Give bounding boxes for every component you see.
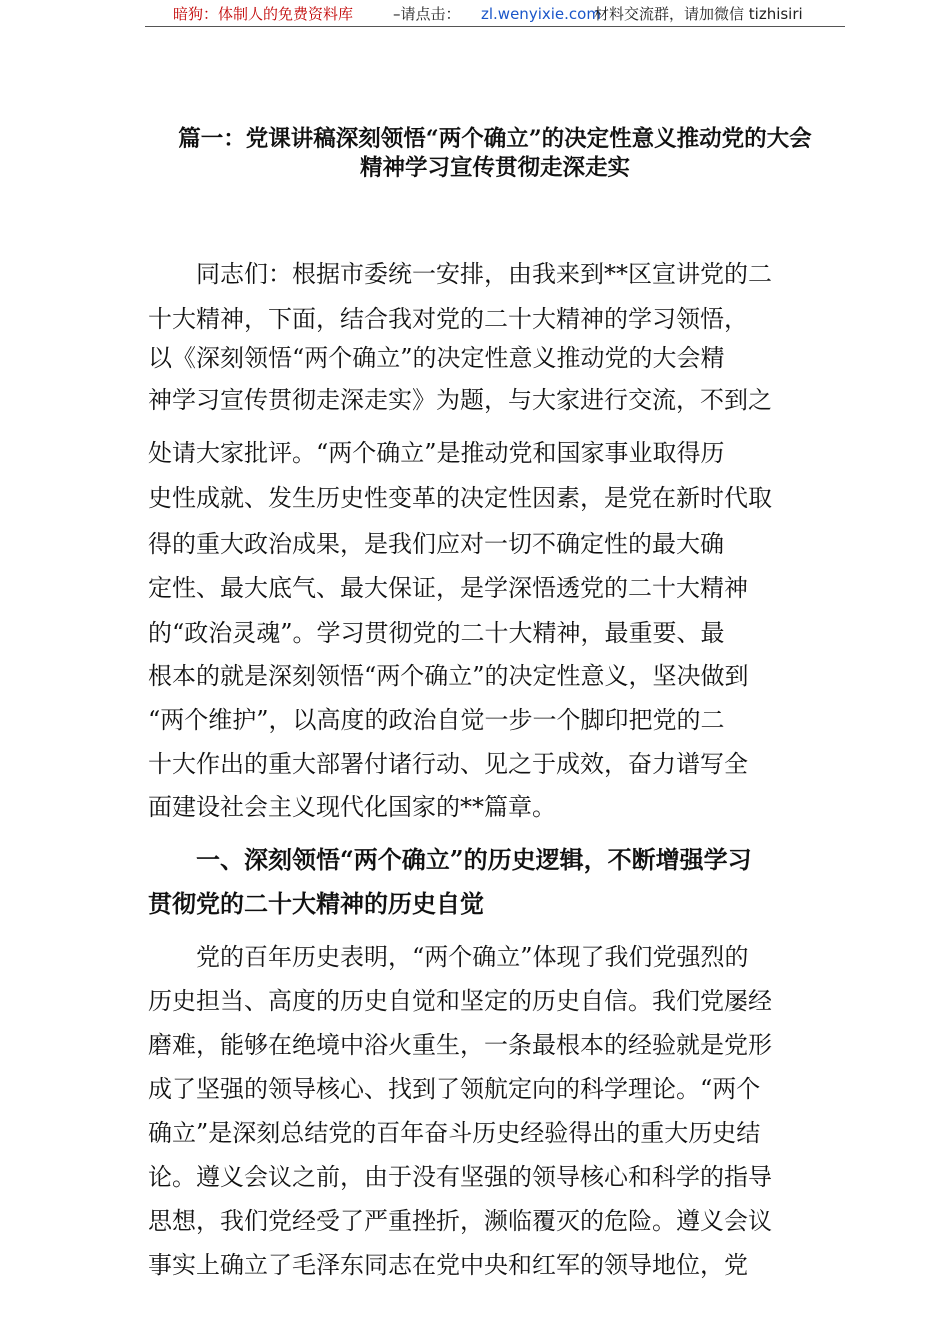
body-line: 论。遵义会议之前，由于没有坚强的领导核心和科学的指导 (148, 1163, 772, 1191)
body-line: 成了坚强的领导核心、找到了领航定向的科学理论。“两个 (148, 1075, 761, 1103)
header-link[interactable]: zl.wenyixie.com (481, 5, 601, 23)
body-line: 神学习宣传贯彻走深走实》为题，与大家进行交流，不到之 (148, 386, 772, 414)
header-group-info: 材料交流群，请加微信 tizhisiri (594, 5, 803, 23)
body-line: “两个维护”，以高度的政治自觉一步一个脚印把党的二 (148, 706, 725, 734)
body-line: 历史担当、高度的历史自觉和坚定的历史自信。我们党屡经 (148, 987, 772, 1015)
body-line: 得的重大政治成果，是我们应对一切不确定性的最大确 (148, 530, 724, 558)
body-line: 十大精神，下面，结合我对党的二十大精神的学习领悟， (148, 305, 748, 333)
body-line: 同志们：根据市委统一安排，由我来到**区宣讲党的二 (148, 260, 772, 288)
body-line: 定性、最大底气、最大保证，是学深悟透党的二十大精神 (148, 574, 748, 602)
body-line: 确立”是深刻总结党的百年奋斗历史经验得出的重大历史结 (148, 1119, 761, 1147)
document-title-line-2: 精神学习宣传贯彻走深走实 (359, 155, 630, 181)
body-line: 思想，我们党经受了严重挫折，濒临覆灭的危险。遵义会议 (148, 1207, 772, 1235)
header-brand: 暗狗：体制人的免费资料库 (173, 5, 354, 23)
body-line: 的“政治灵魂”。学习贯彻党的二十大精神，最重要、最 (148, 619, 725, 647)
body-line: 十大作出的重大部署付诸行动、见之于成效，奋力谱写全 (148, 750, 748, 778)
body-line: 根本的就是深刻领悟“两个确立”的决定性意义，坚决做到 (148, 662, 749, 690)
body-line: 面建设社会主义现代化国家的**篇章。 (148, 793, 556, 821)
body-line: 以《深刻领悟“两个确立”的决定性意义推动党的大会精 (148, 344, 725, 372)
document-title-line-1: 篇一：党课讲稿深刻领悟“两个确立”的决定性意义推动党的大会 (178, 126, 812, 152)
body-line: 史性成就、发生历史性变革的决定性因素，是党在新时代取 (148, 484, 772, 512)
header-prompt: –请点击： (393, 5, 461, 23)
body-line: 党的百年历史表明，“两个确立”体现了我们党强烈的 (148, 943, 749, 971)
page-header (145, 4, 845, 27)
section-heading-line: 贯彻党的二十大精神的历史自觉 (148, 889, 484, 918)
body-line: 事实上确立了毛泽东同志在党中央和红军的领导地位，党 (148, 1251, 748, 1279)
body-line: 处请大家批评。“两个确立”是推动党和国家事业取得历 (148, 439, 725, 467)
section-heading-line: 一、深刻领悟“两个确立”的历史逻辑，不断增强学习 (148, 845, 752, 874)
body-line: 磨难，能够在绝境中浴火重生，一条最根本的经验就是党形 (148, 1031, 772, 1059)
